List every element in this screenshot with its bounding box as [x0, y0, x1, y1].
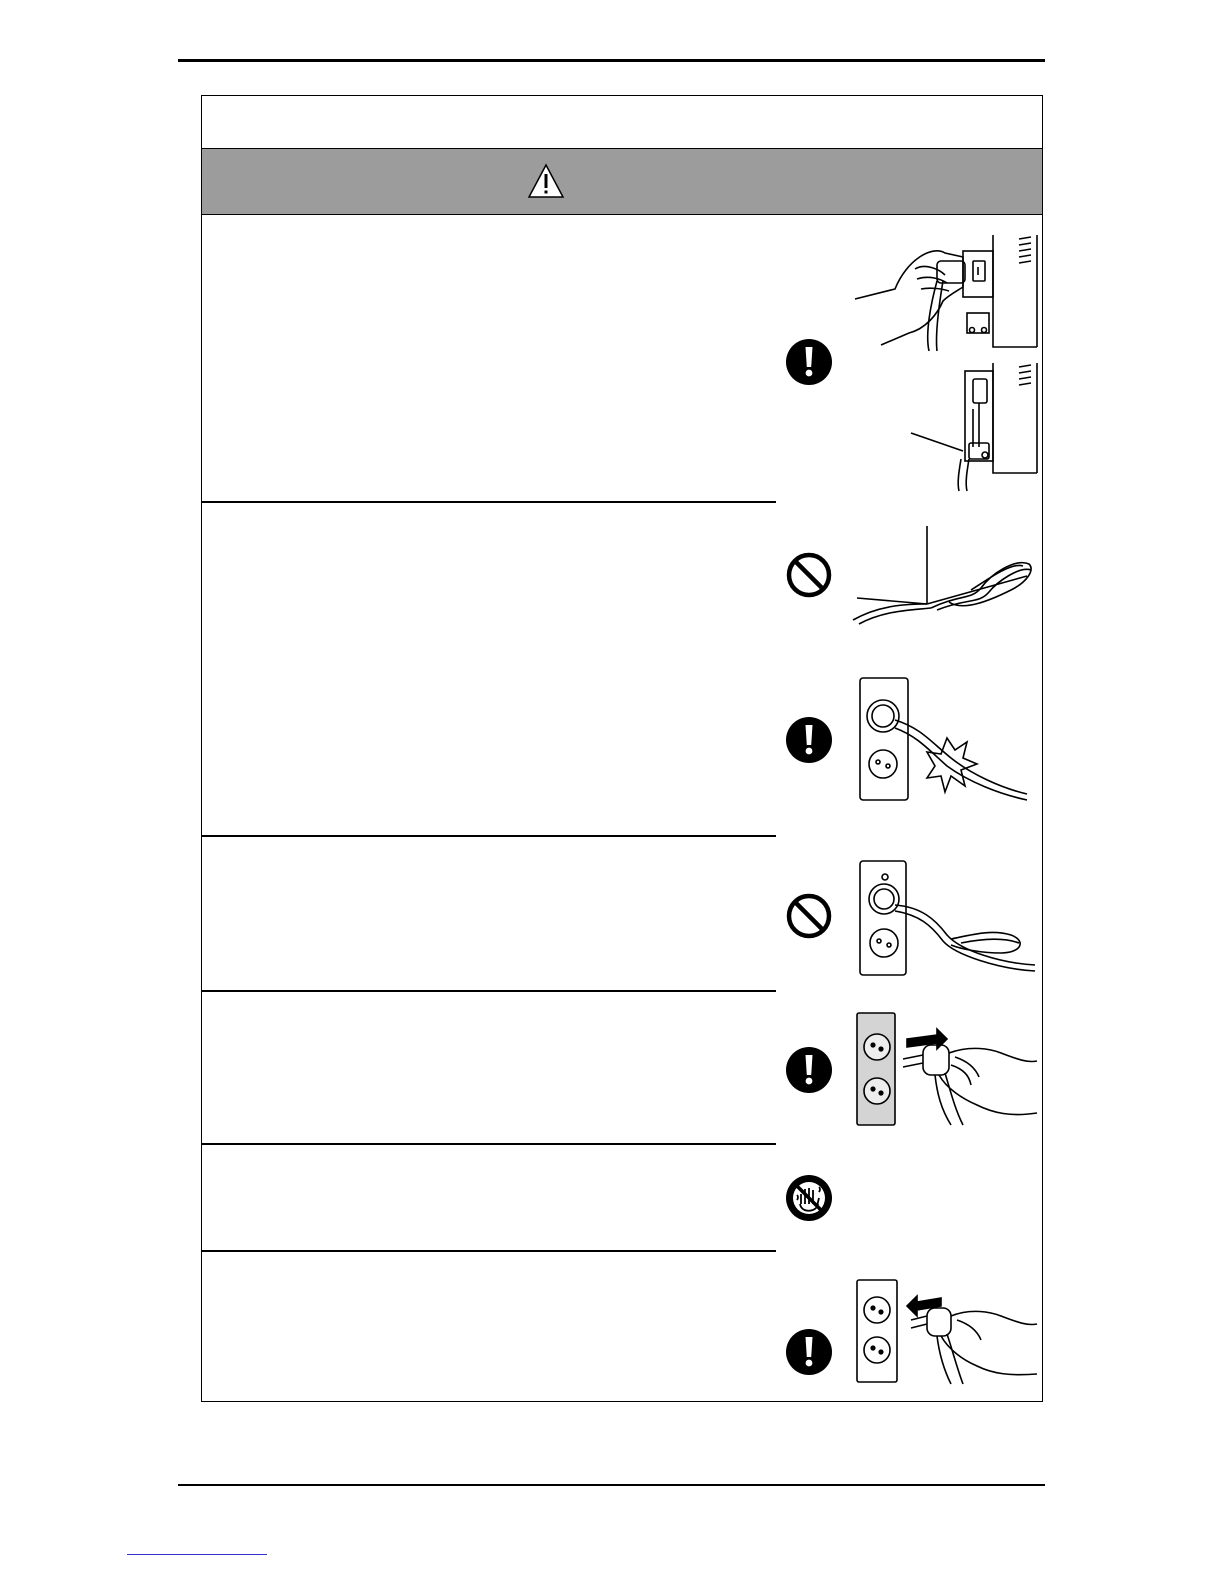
footer-link-underline[interactable]: [127, 1554, 267, 1555]
mandatory-action-icon: [785, 1328, 833, 1376]
table-title-row: [202, 96, 1042, 149]
header-rule: [178, 59, 1045, 62]
mandatory-action-icon: [785, 716, 833, 764]
warning-band: [202, 149, 1042, 215]
bundled-cord-outlet-illustration: [851, 859, 1039, 977]
row-divider: [202, 501, 776, 503]
cord-under-printer-illustration: [851, 524, 1039, 628]
damaged-cord-illustration: [851, 676, 1039, 806]
row-divider: [202, 835, 776, 837]
mandatory-action-icon: [785, 338, 833, 386]
mandatory-action-icon: [785, 1046, 833, 1094]
row-divider: [202, 990, 776, 992]
printer-power-cord-connection-illustration: [851, 233, 1039, 493]
footer-rule: [178, 1484, 1045, 1486]
remove-plug-illustration: [851, 1276, 1039, 1386]
prohibition-icon: [785, 551, 833, 599]
warning-triangle-icon: [527, 163, 565, 199]
no-wet-hands-icon: [785, 1174, 833, 1222]
safety-precautions-table: [201, 95, 1043, 1402]
row-divider: [202, 1250, 776, 1252]
insert-plug-illustration: [851, 1009, 1039, 1129]
row-divider: [202, 1143, 776, 1145]
prohibition-icon: [785, 892, 833, 940]
